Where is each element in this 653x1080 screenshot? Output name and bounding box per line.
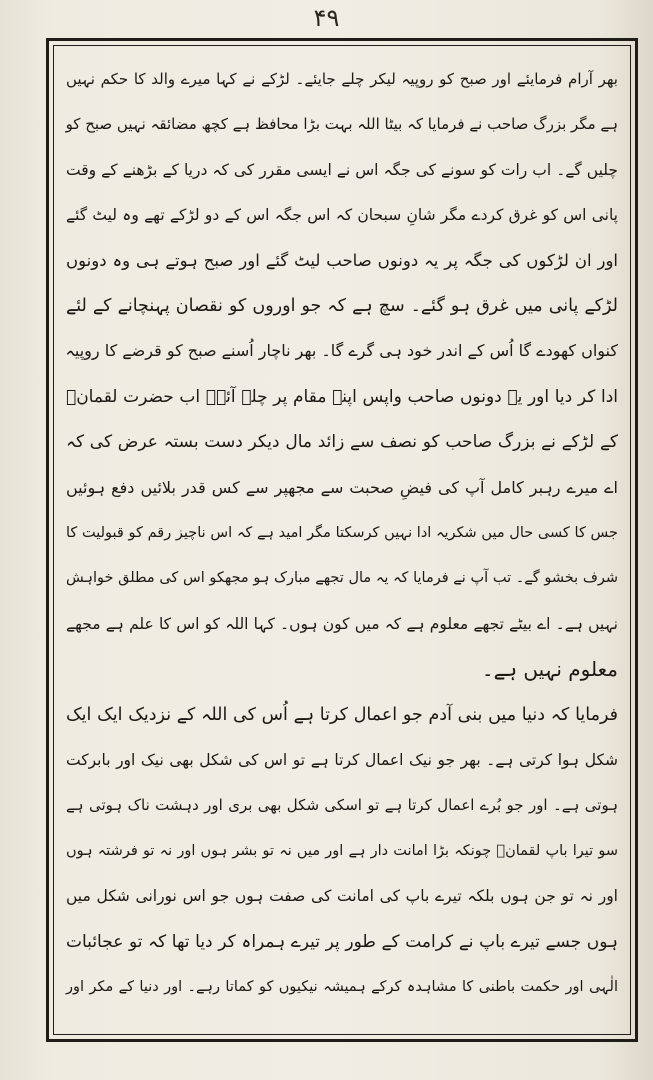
- text-line: ہوں جسے تیرے باپ نے کرامت کے طور پر تیرے ہمراہ کر دیا تھا کہ تو عجائبات: [66, 932, 618, 952]
- text-line: جس کا کسی حال میں شکریہ ادا نہیں کرسکتا مگر امید ہے کہ اس ناچیز رقم کو قبولیت کا: [66, 525, 618, 541]
- text-line: ہے مگر بزرگ صاحب نے فرمایا کہ بیٹا اللہ بہت بڑا محافظ ہے کچھ مضائقہ نہیں صبح کو: [65, 115, 618, 133]
- text-line: اور ان لڑکوں کی جگہ پر یہ دونوں صاحب لیٹ گئے اور صبح ہوتے ہی وہ دونوں: [66, 251, 618, 270]
- text-line: معلوم نہیں ہے۔: [481, 657, 618, 681]
- text-line: ادا کر دیا اور یہ دونوں صاحب واپس اپنے مقام پر چلے آئے۔ اب حضرت لقمانؑ: [66, 387, 618, 407]
- text-line: فرمایا کہ دنیا میں بنی آدم جو اعمال کرتا ہے اُس کی اللہ کے نزدیک ایک ایک: [66, 705, 618, 725]
- text-line: شکل ہوا کرتی ہے۔ بھر جو نیک اعمال کرتا ہے تو اس کی شکل بھی نیک اور بابرکت: [66, 751, 618, 769]
- text-line: اے میرے رہبر کامل آپ کی فیضِ صحبت سے مجھپر سے کس قدر بلائیں دفع ہوئیں: [66, 478, 618, 497]
- text-line: بھر آرام فرمایئے اور صبح کو روپیہ لیکر چلے جایئے۔ لڑکے نے کہا میرے والد کا حکم نہیں: [66, 70, 618, 88]
- text-line: شرف بخشو گے۔ تب آپ نے فرمایا کہ یہ مال تجھے مبارک ہو مجھکو اس کی مطلق خواہش: [66, 570, 618, 586]
- text-line: نہیں ہے۔ اے بیٹے تجھے معلوم ہے کہ میں کون ہوں۔ کہا اللہ کو اس کا علم ہے مجھے: [66, 615, 618, 633]
- text-line: چلیں گے۔ اب رات کو سونے کی جگہ اس نے ایسی مقرر کی کہ دریا کے بڑھنے کے وقت: [66, 161, 618, 179]
- text-line: کے لڑکے نے بزرگ صاحب کو نصف سے زائد مال دیکر دست بستہ عرض کی کہ: [66, 432, 618, 452]
- text-line: اور نہ تو جن ہوں بلکہ تیرے باپ کی امانت کی صفت ہوں جو اس نورانی شکل میں: [66, 887, 618, 905]
- text-line: کنواں کھودے گا اُس کے اندر خود ہی گرے گا۔ بھر ناچار اُسنے صبح کو قرضے کا روپیہ: [65, 341, 618, 360]
- text-line: سو تیرا باپ لقمانؑ چونکہ بڑا امانت دار ہے اور میں نہ تو بشر ہوں اور نہ تو فرشتہ ہوں: [66, 843, 618, 859]
- text-body: [62, 52, 622, 1028]
- page-number: ۴۹: [313, 4, 340, 32]
- text-line: پانی اس کو غرق کردے مگر شانِ سبحان کہ اس جگہ اس کے دو لڑکے تھے وہ لیٹ گئے: [66, 206, 618, 224]
- text-line: ہوتی ہے۔ اور جو بُرے اعمال کرتا ہے تو اسکی شکل بھی بری اور دہشت ناک ہوتی ہے: [66, 796, 618, 814]
- text-line: لڑکے پانی میں غرق ہو گئے۔ سچ ہے کہ جو اوروں کو نقصان پہنچانے کے لئے: [66, 296, 618, 316]
- text-line: الٰہی اور حکمت باطنی کا مشاہدہ کرکے ہمیشہ نیکیوں کو کماتا رہے۔ اور دنیا کے مکر اور: [66, 979, 618, 995]
